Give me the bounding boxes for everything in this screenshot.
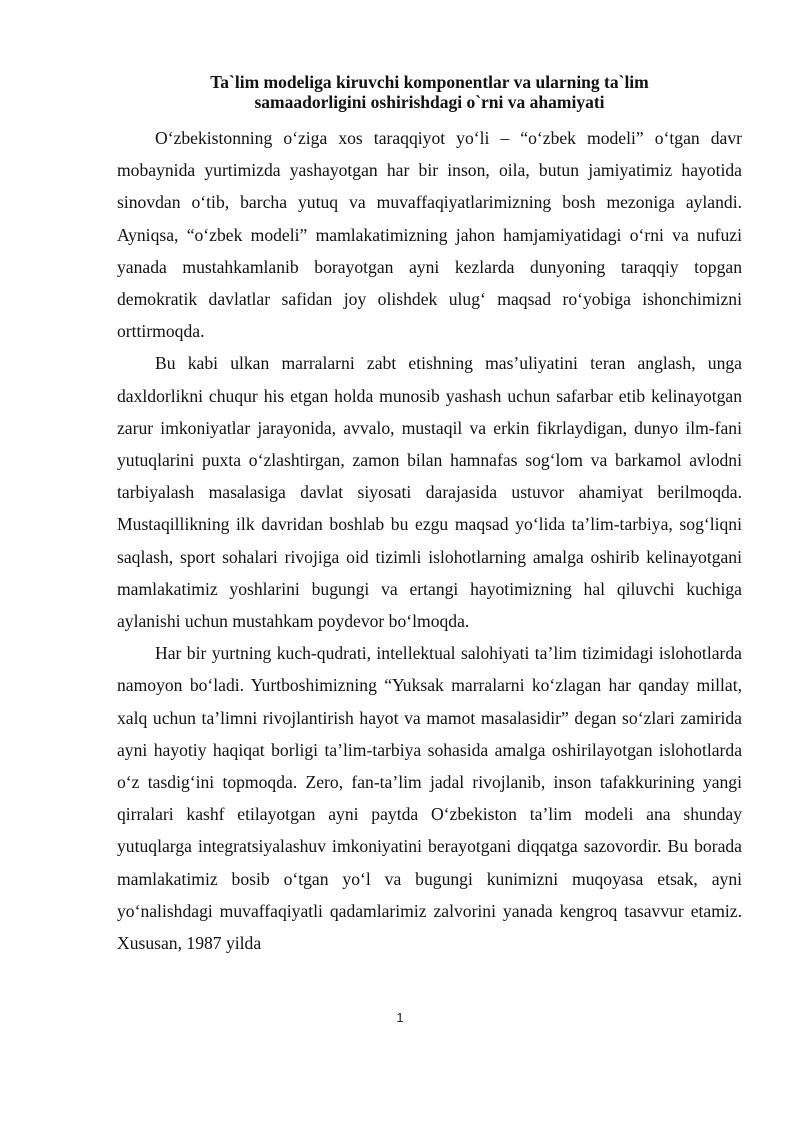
title-line-2: samaadorligini oshirishdagi o`rni va ahamiyati [254, 92, 605, 112]
document-title [117, 72, 742, 112]
body-paragraph-1: O‘zbekistonning o‘ziga xos taraqqiyot yo‘li – “o‘zbek modeli” o‘tgan davr mobaynida yurtimizda yashayotgan har bir inson, oila, butun jamiyatimiz hayotida sinovdan o‘tib, barcha yutuq va muvaffaqiyatlarimizning bosh mezoniga aylandi. Ayniqsa, “o‘zbek modeli” mamlakatimizning jahon hamjamiyatidagi o‘rni va nufuzi yanada mustahkamlanib borayotgan ayni kezlarda dunyoning taraqqiy topgan demokratik davlatlar safidan joy olishdek ulug‘ maqsad ro‘yobiga ishonchimizni orttirmoqda. [117, 128, 742, 342]
title-line-1: Ta`lim modeliga kiruvchi komponentlar va ularning ta`lim [210, 72, 649, 92]
page-number: 1 [396, 1010, 404, 1025]
body-paragraph-3: Har bir yurtning kuch-qudrati, intellektual salohiyati ta’lim tizimidagi islohotlarda namoyon bo‘ladi. Yurtboshimizning “Yuksak marralarni ko‘zlagan har qanday millat, xalq uchun ta’limni rivojlantirish hayot va mamot masalasidir” degan so‘zlari zamirida ayni hayotiy haqiqat borligi ta’lim-tarbiya sohasida amalga oshirilayotgan islohotlarda o‘z tasdig‘ini topmoqda. Zero, fan-ta’lim jadal rivojlanib, inson tafakkurining yangi qirralari kashf etilayotgan ayni paytda O‘zbekiston ta’lim modeli ana shunday yutuqlarga integratsiyalashuv imkoniyatini berayotgani diqqatga sazovordir. Bu borada mamlakatimiz bosib o‘tgan yo‘l va bugungi kunimizni muqoyasa etsak, ayni yo‘nalishdagi muvaffaqiyatli qadamlarimiz zalvorini yanada kengroq tasavvur etamiz. Xususan, 1987 yilda [117, 643, 742, 954]
document-page [117, 72, 742, 959]
body-paragraph-2: Bu kabi ulkan marralarni zabt etishning mas’uliyatini teran anglash, unga daxldorlikni chuqur his etgan holda munosib yashash uchun safarbar etib kelinayotgan zarur imkoniyatlar jarayonida, avvalo, mustaqil va erkin fikrlaydigan, dunyo ilm-fani yutuqlarini puxta o‘zlashtirgan, zamon bilan hamnafas sog‘lom va barkamol avlodni tarbiyalash masalasiga davlat siyosati darajasida ustuvor ahamiyat berilmoqda. Mustaqillikning ilk davridan boshlab bu ezgu maqsad yo‘lida ta’lim-tarbiya, sog‘liqni saqlash, sport sohalari rivojiga oid tizimli islohotlarning amalga oshirib kelinayotgani mamlakatimiz yoshlarini bugungi va ertangi hayotimizning hal qiluvchi kuchiga aylanishi uchun mustahkam poydevor bo‘lmoqda. [117, 353, 742, 632]
